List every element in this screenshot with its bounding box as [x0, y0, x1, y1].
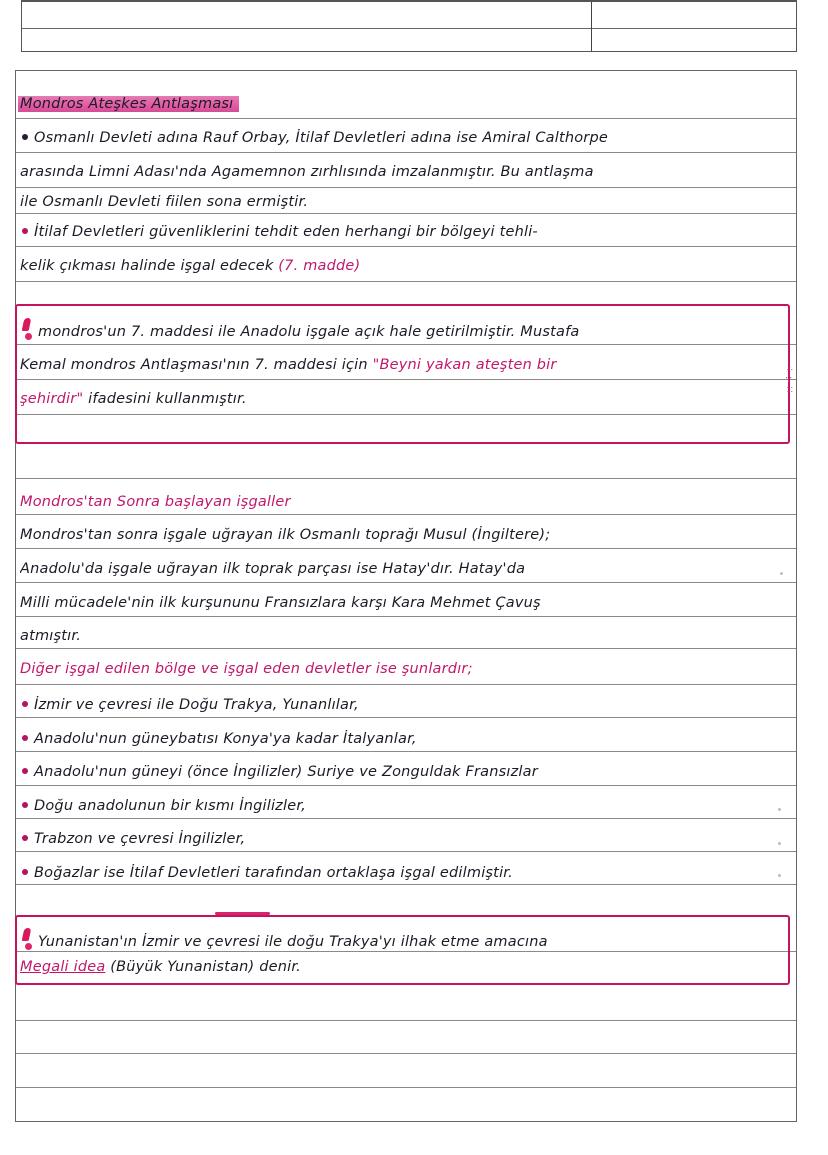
bullet-icon [22, 228, 28, 234]
section2-title: Mondros'tan Sonra başlayan işgaller [20, 494, 291, 510]
bullet-icon [22, 869, 28, 875]
section1-line-3 [20, 190, 790, 214]
article-reference: (7. madde) [278, 258, 361, 274]
section2-text: Milli mücadele'nin ilk kurşununu Fransızlara karşı Kara Mehmet Çavuş [20, 595, 541, 611]
section2-subheading-line [20, 657, 790, 681]
header-table-column-divider [591, 2, 592, 51]
rule-line [16, 751, 796, 752]
note2-line-2 [20, 955, 790, 979]
decorative-doodle-icon: ⁘ ∵ ⁙ [785, 365, 794, 396]
section1-line-4 [20, 220, 790, 244]
exclamation-icon [20, 928, 34, 950]
note2-text: Yunanistan'ın İzmir ve çevresi ile doğu Trakya'yı ilhak etme amacına [38, 934, 548, 950]
bullet-icon [22, 802, 28, 808]
section1-title-line [18, 92, 788, 116]
section2-line-4 [20, 624, 790, 648]
occupation-list-item [20, 794, 790, 818]
occupation-text: Anadolu'nun güneyi (önce İngilizler) Suriye ve Zonguldak Fransızlar [34, 764, 538, 780]
section1-line-2 [20, 160, 790, 184]
note2-text: (Büyük Yunanistan) denir. [110, 959, 301, 975]
section1-text: kelik çıkması halinde işgal edecek [20, 258, 274, 274]
header-table [21, 0, 797, 52]
rule-line [16, 281, 796, 282]
margin-dot [778, 808, 781, 811]
bullet-icon [22, 835, 28, 841]
section2-text: Mondros'tan sonra işgale uğrayan ilk Osmanlı toprağı Musul (İngiltere); [20, 527, 551, 543]
occupation-text: İzmir ve çevresi ile Doğu Trakya, Yunanlılar, [34, 697, 359, 713]
occupation-list-item [20, 760, 790, 784]
quote-text: "Beyni yakan ateşten bir [372, 357, 557, 373]
note2-line-1 [20, 928, 790, 954]
occupation-text: Trabzon ve çevresi İngilizler, [34, 831, 246, 847]
rule-line [16, 246, 796, 247]
margin-dot [780, 572, 783, 575]
rule-line [16, 1087, 796, 1088]
megali-idea-term: Megali idea [20, 959, 106, 975]
section1-line-1 [20, 126, 790, 150]
section2-text: Anadolu'da işgale uğrayan ilk toprak parçası ise Hatay'dır. Hatay'da [20, 561, 526, 577]
rule-line [16, 514, 796, 515]
occupation-list-item [20, 827, 790, 851]
note1-line-1 [20, 318, 790, 344]
rule-line [16, 818, 796, 819]
rule-line [16, 851, 796, 852]
rule-line [16, 1053, 796, 1054]
section1-title: Mondros Ateşkes Antlaşması [18, 96, 239, 112]
note1-line-3 [20, 387, 790, 411]
margin-dot [778, 874, 781, 877]
note1-text: Kemal mondros Antlaşması'nın 7. maddesi için [20, 357, 368, 373]
section2-line-1 [20, 523, 790, 547]
rule-line [16, 118, 796, 119]
section2-line-3 [20, 591, 790, 615]
rule-line [16, 648, 796, 649]
exclamation-icon [20, 318, 34, 340]
bullet-icon [22, 701, 28, 707]
quote-text: şehirdir" [20, 391, 84, 407]
bullet-icon [22, 768, 28, 774]
rule-line [16, 582, 796, 583]
section1-text: arasında Limni Adası'nda Agamemnon zırhlısında imzalanmıştır. Bu antlaşma [20, 164, 594, 180]
occupation-text: Doğu anadolunun bir kısmı İngilizler, [34, 798, 306, 814]
rule-line [16, 478, 796, 479]
bullet-icon [22, 735, 28, 741]
section2-subheading: Diğer işgal edilen bölge ve işgal eden devletler ise şunlardır; [20, 661, 473, 677]
occupation-text: Boğazlar ise İtilaf Devletleri tarafından ortaklaşa işgal edilmiştir. [34, 865, 513, 881]
occupation-list-item [20, 727, 790, 751]
rule-line [16, 187, 796, 188]
section1-text: Osmanlı Devleti adına Rauf Orbay, İtilaf Devletleri adına ise Amiral Calthorpe [34, 130, 608, 146]
rule-line [16, 1020, 796, 1021]
rule-line [16, 785, 796, 786]
rule-line [16, 548, 796, 549]
header-table-row-divider [22, 28, 796, 29]
note1-text: mondros'un 7. maddesi ile Anadolu işgale açık hale getirilmiştir. Mustafa [38, 324, 580, 340]
bullet-icon [22, 134, 28, 140]
note1-text: ifadesini kullanmıştır. [88, 391, 247, 407]
rule-line [16, 152, 796, 153]
rule-line [16, 717, 796, 718]
note1-line-2 [20, 353, 790, 377]
occupation-list-item [20, 861, 790, 885]
rule-line [16, 684, 796, 685]
section2-line-2 [20, 557, 790, 581]
margin-dot [778, 842, 781, 845]
section2-title-line [20, 490, 790, 514]
occupation-text: Anadolu'nun güneybatısı Konya'ya kadar İtalyanlar, [34, 731, 417, 747]
section1-text: ile Osmanlı Devleti fiilen sona ermiştir. [20, 194, 309, 210]
section1-line-5 [20, 254, 790, 278]
section2-text: atmıştır. [20, 628, 82, 644]
section1-text: İtilaf Devletleri güvenliklerini tehdit eden herhangi bir bölgeyi tehli- [34, 224, 538, 240]
occupation-list-item [20, 693, 790, 717]
rule-line [16, 616, 796, 617]
